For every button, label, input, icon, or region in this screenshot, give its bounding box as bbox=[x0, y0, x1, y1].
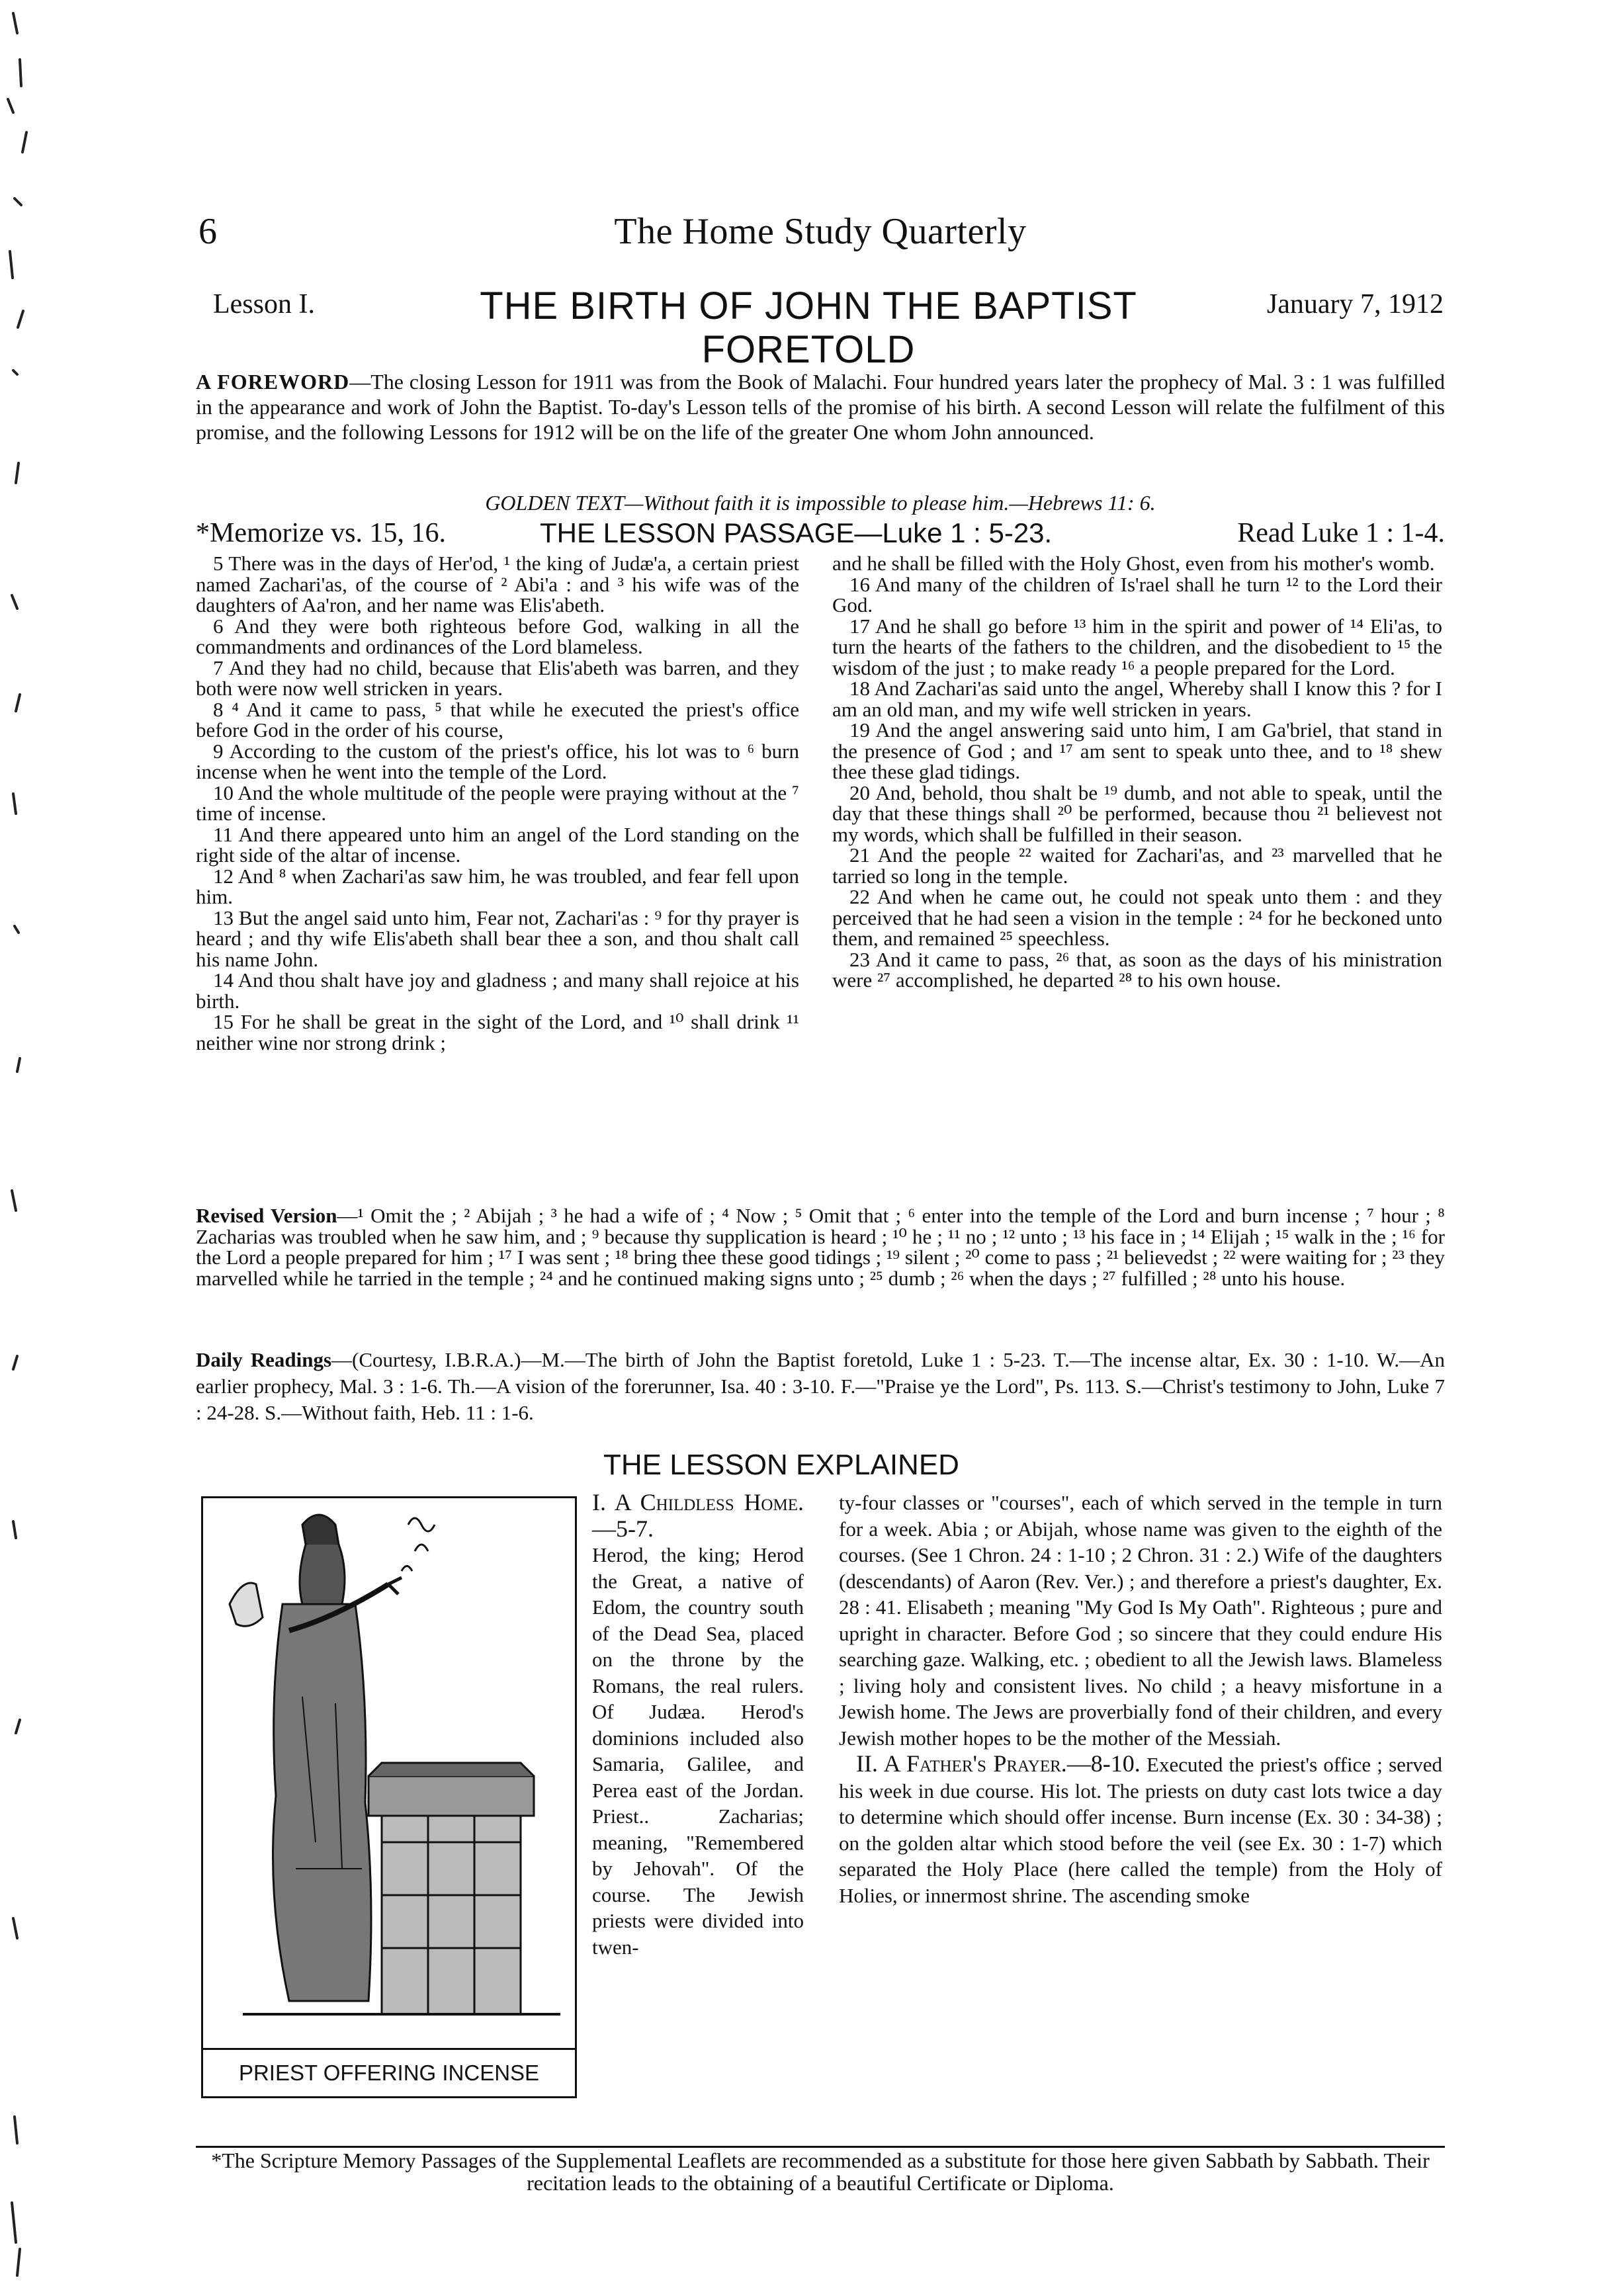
verse: 13 But the angel said unto him, Fear not, Zachari'as : ⁹ for thy prayer is heard ; and thy wife Elis'abeth shall bear thee a son, and thou shalt call his name John. bbox=[196, 906, 799, 971]
lesson-title-line1: THE BIRTH OF JOHN THE BAPTIST bbox=[480, 284, 1137, 327]
lesson-date: January 7, 1912 bbox=[1266, 289, 1444, 319]
foreword-label: A FOREWORD bbox=[196, 370, 350, 394]
explained-right-column bbox=[839, 1490, 1442, 1908]
revised-version bbox=[196, 1205, 1445, 1289]
section2-heading: II. A Father's Prayer.—8-10. bbox=[856, 1750, 1141, 1777]
figure-caption: PRIEST OFFERING INCENSE bbox=[203, 2048, 575, 2096]
passage-left-column bbox=[196, 553, 799, 1053]
read-note: Read Luke 1 : 1-4. bbox=[1237, 518, 1445, 548]
journal-title: The Home Study Quarterly bbox=[614, 211, 1027, 252]
verse: 20 And, behold, thou shalt be ¹⁹ dumb, and not able to speak, until the day that these things shall ²⁰ be performed, because thou ²¹ believest not my words, which shall be fulfilled in their season. bbox=[832, 781, 1442, 846]
verse: 23 And it came to pass, ²⁶ that, as soon as the days of his ministration were ²⁷ accomplished, he departed ²⁸ to his own house. bbox=[832, 947, 1442, 992]
section1-heading: I. A Childless Home.—5-7. bbox=[592, 1489, 804, 1542]
verse: 12 And ⁸ when Zachari'as saw him, he was troubled, and fear fell upon him. bbox=[196, 864, 799, 908]
verse: 11 And there appeared unto him an angel of the Lord standing on the right side of the altar of incense. bbox=[196, 822, 799, 867]
verse: 16 And many of the children of Is'rael shall he turn ¹² to the Lord their God. bbox=[832, 572, 1442, 617]
priest-illustration bbox=[201, 1496, 577, 2098]
verse: 10 And the whole multitude of the people were praying without at the ⁷ time of incense. bbox=[196, 781, 799, 825]
verse: 21 And the people ²² waited for Zachari'as, and ²³ marvelled that he tarried so long in the temple. bbox=[832, 843, 1442, 888]
verse: 14 And thou shalt have joy and gladness ; and many shall rejoice at his birth. bbox=[196, 968, 799, 1013]
revised-version-text: —¹ Omit the ; ² Abijah ; ³ he had a wife of ; ⁴ Now ; ⁵ Omit that ; ⁶ enter into the temple of the Lord and burn incense ; ⁷ hour ; ⁸ Zacharias was troubled when he saw him, and ; ⁹ because thy supplication is heard ; ¹⁰ he ; ¹¹ no ; ¹² unto ; ¹³ his face in ; ¹⁴ Elijah ; ¹⁵ walk in the ; ¹⁶ for the Lord a people prepared for him ; ¹⁷ I was sent ; ¹⁸ bring thee these good tidings ; ¹⁹ silent ; ²⁰ come to pass ; ²¹ believedst ; ²² were waiting for ; ²³ they marvelled while he tarried in the temple ; ²⁴ and he continued making signs unto ; ²⁵ dumb ; ²⁶ when the days ; ²⁷ fulfilled ; ²⁸ unto his house. bbox=[196, 1204, 1445, 1290]
page-header bbox=[198, 210, 1442, 263]
verse: 9 According to the custom of the priest's office, his lot was to ⁶ burn incense when he went into the temple of the Lord. bbox=[196, 739, 799, 783]
verse: 5 There was in the days of Her'od, ¹ the king of Judæ'a, a certain priest named Zachari'as, of the course of ² Abi'a : and ³ his wife was of the daughters of Aa'ron, and her name was Elis'abeth. bbox=[196, 552, 799, 617]
section2-text: Executed the priest's office ; served his week in due course. His lot. The priests on duty cast lots twice a day to determine which should offer incense. Burn incense (Ex. 30 : 34-38) ; on the golden altar which stood before the veil (see Ex. 30 : 1-7) which separated the Holy Place (here called the temple) from the Holy of Holies, or innermost shrine. The ascending smoke bbox=[839, 1753, 1443, 1907]
verse: 6 And they were both righteous before God, walking in all the commandments and ordinances of the Lord blameless. bbox=[196, 614, 799, 658]
verse: 17 And he shall go before ¹³ him in the spirit and power of ¹⁴ Eli'as, to turn the hearts of the fathers to the children, and the disobedient to ¹⁵ the wisdom of the just ; to make ready ¹⁶ a people prepared for the Lord. bbox=[832, 614, 1442, 679]
golden-text: GOLDEN TEXT—Without faith it is impossible to please him.—Hebrews 11: 6. bbox=[485, 491, 1156, 515]
priest-offering-incense-image bbox=[203, 1498, 575, 2050]
passage-title: THE LESSON PASSAGE—Luke 1 : 5-23. bbox=[540, 517, 1053, 548]
verse: 7 And they had no child, because that Elis'abeth was barren, and they both were now well stricken in years. bbox=[196, 656, 799, 700]
foreword-text: —The closing Lesson for 1911 was from the Book of Malachi. Four hundred years later the prophecy of Mal. 3 : 1 was fulfilled in the appearance and work of John the Baptist. To-day's Lesson tells of the promise of his birth. A second Lesson will relate the fulfilment of this promise, and the following Lessons for 1912 will be on the life of the greater One whom John announced. bbox=[196, 370, 1446, 444]
verse: 19 And the angel answering said unto him, I am Ga'briel, that stand in the presence of God ; and ¹⁷ am sent to speak unto thee, and to ¹⁸ shew thee these glad tidings. bbox=[832, 718, 1442, 783]
lesson-header bbox=[213, 284, 1444, 377]
scan-edge-marks bbox=[0, 0, 73, 2296]
daily-readings bbox=[196, 1347, 1445, 1426]
revised-version-label: Revised Version bbox=[196, 1204, 337, 1227]
lesson-passage-header bbox=[196, 517, 1445, 550]
section2 bbox=[839, 1751, 1442, 1908]
explained-middle-column bbox=[592, 1490, 804, 1960]
daily-readings-text: —(Courtesy, I.B.R.A.)—M.—The birth of John the Baptist foretold, Luke 1 : 5-23. T.—The incense altar, Ex. 30 : 1-10. W.—An earlier prophecy, Mal. 3 : 1-6. Th.—A vision of the forerunner, Isa. 40 : 3-10. F.—"Praise ye the Lord", Ps. 113. S.—Christ's testimony to John, Luke 7 : 24-28. S.—Without faith, Heb. 11 : 1-6. bbox=[196, 1348, 1445, 1424]
page-number: 6 bbox=[198, 211, 217, 252]
verse: 18 And Zachari'as said unto the angel, Whereby shall I know this ? for I am an old man, and my wife well stricken in years. bbox=[832, 677, 1442, 721]
lesson-title bbox=[471, 284, 1146, 372]
memorize-note: *Memorize vs. 15, 16. bbox=[196, 518, 446, 548]
passage-right-column bbox=[832, 553, 1442, 991]
foreword bbox=[196, 369, 1445, 445]
footnote: *The Scripture Memory Passages of the Supplemental Leaflets are recommended as a substitute for those here given Sabbath by Sabbath. Their recitation leads to the obtaining of a beautiful Certificate or Diploma. bbox=[196, 2146, 1445, 2194]
lesson-number: Lesson I. bbox=[213, 289, 315, 319]
lesson-explained-title: THE LESSON EXPLAINED bbox=[603, 1449, 959, 1481]
lesson-title-line2: FORETOLD bbox=[701, 328, 916, 371]
verse: 15 For he shall be great in the sight of the Lord, and ¹⁰ shall drink ¹¹ neither wine nor strong drink ; bbox=[196, 1010, 799, 1054]
verse: 22 And when he came out, he could not speak unto them : and they perceived that he had seen a vision in the temple : ²⁴ for he beckoned unto them, and remained ²⁵ speechless. bbox=[832, 885, 1442, 950]
verse: and he shall be filled with the Holy Ghost, even from his mother's womb. bbox=[832, 552, 1435, 575]
daily-readings-label: Daily Readings bbox=[196, 1348, 332, 1371]
verse: 8 ⁴ And it came to pass, ⁵ that while he executed the priest's office before God in the order of his course, bbox=[196, 697, 799, 742]
explained-right-text: ty-four classes or "courses", each of which served in the temple in turn for a week. Abia ; or Abijah, whose name was given to the eighth of the courses. (See 1 Chron. 24 : 1-10 ; 2 Chron. 31 : 2.) Wife of the daughters (descendants) of Aaron (Rev. Ver.) ; and therefore a priest's daughter, Ex. 28 : 41. Elisabeth ; meaning "My God Is My Oath". Righteous ; pure and upright in character. Before God ; so sincere that they could endure His searching gaze. Walking, etc. ; obedient to all the Jewish laws. Blameless ; living holy and consistent lives. No child ; a heavy misfortune in a Jewish home. The Jews are proverbially fond of their children, and every Jewish mother hopes to be the mother of the Messiah. bbox=[839, 1491, 1442, 1750]
explained-mid-text: Herod, the king; Herod the Great, a native of Edom, the country south of the Dead Sea, placed on the throne by the Romans, the real rulers. Of Judæa. Herod's dominions included also Samaria, Galilee, and Perea east of the Jordan. Priest.. Zacharias; meaning, "Remembered by Jehovah". Of the course. The Jewish priests were divided into twen- bbox=[592, 1543, 804, 1959]
